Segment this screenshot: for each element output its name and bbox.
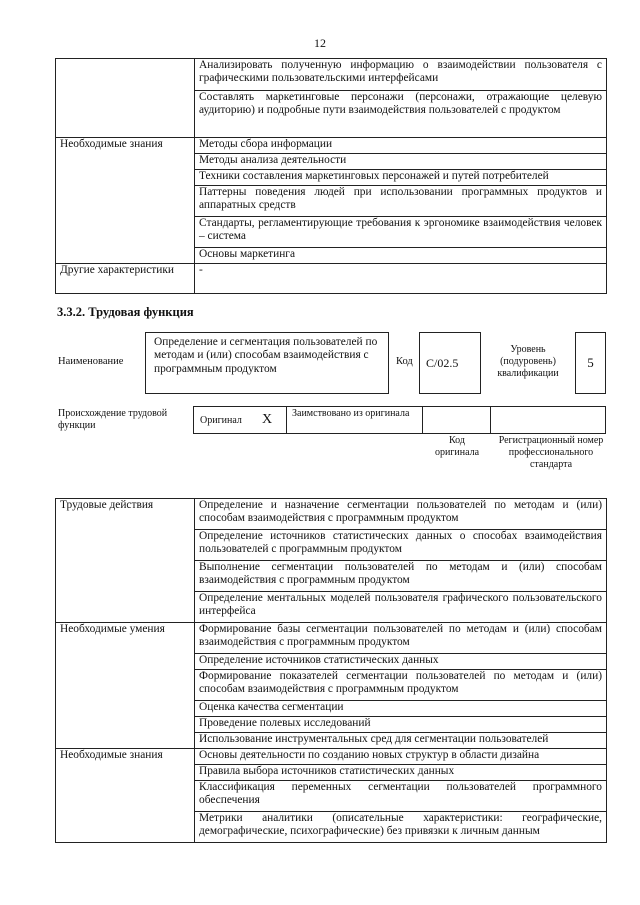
code-value: C/02.5 [426,355,459,370]
reg-caption: Регистрационный номер профессионального стандарта [498,435,604,470]
skills-cell-2: Определение источников статистических данных [195,654,607,670]
origin-divider-3 [490,406,491,434]
knowledge-cell-3: Классификация переменных сегментации пользователей программного обеспечения [195,781,607,812]
skills-cell-1: Формирование базы сегментации пользователей по методам и (или) способам взаимодействия с программным продуктом [195,623,607,654]
top-other-cell: - [195,264,607,294]
skills-label: Необходимые умения [56,623,195,749]
top-knowledge-cell-2: Методы анализа деятельности [195,154,607,170]
origin-divider-2 [422,406,423,434]
top-skill-cell-2: Составлять маркетинговые персонажи (персонажи, отражающие целевую аудиторию) и подробные пути взаимодействия пользователей с продуктом [195,91,607,138]
skills-cell-3: Формирование показателей сегментации пользователей по методам и (или) способам взаимодействия с программным продуктом [195,670,607,701]
level-label: Уровень (подуровень) квалификации [497,344,559,379]
level-value-box [575,332,606,394]
top-skill-cell-1: Анализировать полученную информацию о взаимодействии пользователя с графическими пользовательскими интерфейсами [195,59,607,91]
page-number: 12 [314,36,326,50]
skills-cell-6: Использование инструментальных сред для сегментации пользователей [195,733,607,749]
actions-cell-3: Выполнение сегментации пользователей по методам и (или) способам взаимодействия с программным продуктом [195,561,607,592]
code-caption: Код оригинала [434,435,480,458]
skills-cell-4: Оценка качества сегментации [195,701,607,717]
knowledge-cell-4: Метрики аналитики (описательные характеристики: географические, демографические, психографические) без привязки к личным данным [195,812,607,843]
level-value: 5 [587,355,594,370]
name-label: Наименование [58,356,124,367]
section-title: 3.3.2. Трудовая функция [57,305,194,319]
knowledge-cell-2: Правила выбора источников статистических данных [195,765,607,781]
skills-cell-5: Проведение полевых исследований [195,717,607,733]
top-knowledge-cell-5: Стандарты, регламентирующие требования к эргономике взаимодействия человек – система [195,217,607,248]
origin-label: Происхождение трудовой функции [58,408,168,431]
main-table [55,498,607,843]
borrowed-label: Заимствовано из оригинала [292,408,410,419]
original-label: Оригинал [200,415,242,426]
code-value-box [419,332,481,394]
origin-divider-1 [286,406,287,434]
top-knowledge-cell-6: Основы маркетинга [195,248,607,264]
code-label: Код [396,356,413,367]
name-value-box [145,332,389,394]
original-mark: X [262,412,273,427]
top-table [55,58,607,294]
knowledge-cell-1: Основы деятельности по созданию новых структур в области дизайна [195,749,607,765]
top-label-cont [56,59,195,138]
actions-cell-2: Определение источников статистических данных о способах взаимодействия пользователей с программным продуктом [195,530,607,561]
name-value: Определение и сегментация пользователей по методам и (или) способам взаимодействия с программным продуктом [154,336,378,375]
top-knowledge-cell-3: Техники составления маркетинговых персонажей и путей потребителей [195,170,607,186]
actions-label: Трудовые действия [56,499,195,623]
actions-cell-4: Определение ментальных моделей пользователя графического пользовательского интерфейса [195,592,607,623]
knowledge-label: Необходимые знания [56,749,195,843]
top-knowledge-cell-1: Методы сбора информации [195,138,607,154]
top-other-label: Другие характеристики [56,264,195,294]
top-knowledge-label: Необходимые знания [56,138,195,264]
actions-cell-1: Определение и назначение сегментации пользователей по методам и (или) способам взаимодействия с программным продуктом [195,499,607,530]
top-knowledge-cell-4: Паттерны поведения людей при использовании программных продуктов и аппаратных средств [195,186,607,217]
